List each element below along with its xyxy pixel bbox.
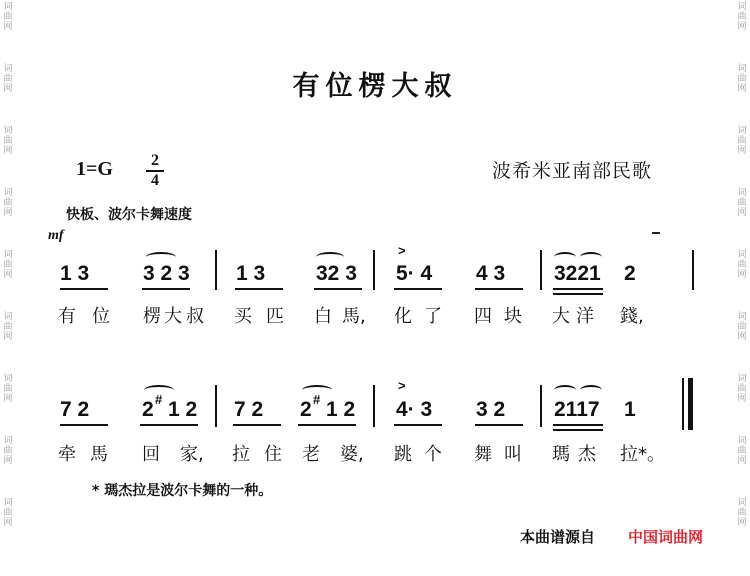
lyric: 老	[302, 444, 320, 465]
note-group: 7 2	[60, 398, 90, 421]
lyric: 大	[164, 306, 182, 327]
watermark-char: 词	[737, 64, 747, 74]
watermark-char: 曲	[3, 198, 13, 208]
watermark-char: 网	[3, 332, 13, 342]
time-signature	[146, 153, 164, 189]
time-signature-bottom: 4	[151, 172, 159, 189]
watermark-char: 词	[3, 64, 13, 74]
watermark-char: 网	[737, 146, 747, 156]
watermark-char: 网	[3, 518, 13, 528]
watermark-char: 词	[737, 498, 747, 508]
beam-line	[233, 424, 281, 426]
lyric: 婆,	[340, 444, 364, 465]
dash-mark	[652, 232, 660, 234]
watermark-char: 曲	[3, 74, 13, 84]
watermark-group	[737, 312, 746, 342]
note-group: 2	[300, 398, 312, 421]
beam-line	[553, 424, 603, 426]
watermark-char: 网	[737, 84, 747, 94]
watermark-char: 曲	[737, 12, 747, 22]
footnote: * 瑪杰拉是波尔卡舞的一种。	[92, 483, 273, 499]
barline	[692, 250, 694, 290]
watermark-char: 曲	[3, 136, 13, 146]
beam-line	[553, 293, 603, 295]
watermark-char: 曲	[3, 322, 13, 332]
watermark-char: 词	[3, 498, 13, 508]
barline	[373, 385, 375, 427]
beam-line	[140, 424, 198, 426]
watermark-char: 曲	[737, 260, 747, 270]
barline	[215, 385, 217, 427]
lyric: 住	[264, 444, 282, 465]
dynamic-marking: mf	[48, 228, 64, 243]
beam-line	[394, 424, 442, 426]
site-name-link[interactable]: 中国词曲网	[628, 528, 704, 546]
lyric: 馬,	[342, 306, 366, 327]
watermark-char: 词	[737, 188, 747, 198]
tie-arc	[146, 252, 176, 262]
watermark-char: 网	[3, 208, 13, 218]
beam-line	[553, 429, 603, 431]
watermark-group	[737, 436, 746, 466]
watermark-char: 曲	[3, 260, 13, 270]
lyric: 錢,	[620, 306, 644, 327]
lyric: 杰	[578, 444, 596, 465]
watermark-group	[3, 436, 12, 466]
barline	[215, 250, 217, 290]
lyric: 牵	[58, 444, 76, 465]
watermark-char: 网	[3, 84, 13, 94]
lyric: 叔	[186, 306, 204, 327]
watermark-group	[737, 250, 746, 280]
barline	[540, 250, 542, 290]
note-group: 1 2	[168, 398, 198, 421]
watermark-group	[737, 188, 746, 218]
watermark-char: 网	[3, 146, 13, 156]
lyric: 有	[58, 306, 76, 327]
note-group: 1	[624, 398, 636, 421]
watermark-char: 网	[737, 22, 747, 32]
watermark-char: 网	[737, 208, 747, 218]
lyric: 拉*。	[620, 444, 665, 465]
note-group: 1 3	[60, 262, 90, 285]
lyric: 位	[92, 306, 110, 327]
watermark-group	[737, 374, 746, 404]
tie-arc	[580, 252, 602, 262]
watermark-char: 词	[3, 2, 13, 12]
note-group: 3 2 3	[143, 262, 190, 285]
lyric: 舞	[474, 444, 492, 465]
watermark-char: 网	[737, 518, 747, 528]
beam-line	[235, 288, 283, 290]
watermark-group	[3, 126, 12, 156]
watermark-char: 曲	[3, 508, 13, 518]
watermark-char: 网	[737, 270, 747, 280]
lyric: 个	[424, 444, 442, 465]
beam-line	[298, 424, 356, 426]
tie-arc	[580, 385, 602, 395]
barline	[373, 250, 375, 290]
watermark-char: 词	[3, 374, 13, 384]
tie-arc	[554, 385, 576, 395]
lyric: 楞	[143, 306, 161, 327]
watermark-char: 曲	[737, 508, 747, 518]
barline	[540, 385, 542, 427]
lyric: 买	[234, 306, 252, 327]
beam-line	[60, 424, 108, 426]
watermark-char: 词	[737, 126, 747, 136]
watermark-char: 网	[3, 394, 13, 404]
lyric: 跳	[394, 444, 412, 465]
watermark-char: 词	[737, 436, 747, 446]
note-group: 4· 3	[396, 398, 433, 421]
watermark-char: 网	[3, 456, 13, 466]
watermark-char: 词	[737, 374, 747, 384]
lyric: 大	[552, 306, 570, 327]
watermark-char: 曲	[3, 12, 13, 22]
watermark-char: 词	[737, 2, 747, 12]
accent-mark: >	[398, 243, 406, 258]
note-group: 7 2	[234, 398, 264, 421]
tie-arc	[302, 385, 332, 395]
watermark-char: 词	[3, 436, 13, 446]
watermark-char: 网	[3, 22, 13, 32]
beam-line	[394, 288, 442, 290]
beam-line	[60, 288, 108, 290]
note-group: 2	[142, 398, 154, 421]
note-group: 2	[624, 262, 636, 285]
source-label: 本曲谱源自	[520, 528, 596, 546]
lyric: 家,	[180, 444, 204, 465]
note-group: 32 3	[316, 262, 357, 285]
lyric: 洋	[576, 306, 594, 327]
watermark-group	[737, 498, 746, 528]
final-barline-thick	[688, 378, 693, 430]
tie-arc	[554, 252, 576, 262]
beam-line	[475, 288, 523, 290]
watermark-char: 网	[737, 394, 747, 404]
lyric: 回	[142, 444, 160, 465]
final-barline-thin	[682, 378, 684, 430]
page-title: 有位楞大叔	[292, 71, 458, 102]
song-origin: 波希米亚南部民歌	[492, 160, 653, 182]
lyric: 化	[394, 306, 412, 327]
lyric: 匹	[266, 306, 284, 327]
lyric: 白	[314, 306, 332, 327]
note-group: 3221	[554, 262, 601, 285]
lyric: 馬	[90, 444, 108, 465]
tempo-marking: 快板、波尔卡舞速度	[66, 207, 192, 223]
watermark-char: 词	[3, 188, 13, 198]
watermark-group	[3, 188, 12, 218]
beam-line	[553, 288, 603, 290]
watermark-group	[737, 2, 746, 32]
note-group: 3 2	[476, 398, 506, 421]
beam-line	[142, 288, 190, 290]
lyric: 拉	[232, 444, 250, 465]
watermark-char: 曲	[737, 384, 747, 394]
watermark-char: 曲	[737, 198, 747, 208]
watermark-char: 词	[3, 312, 13, 322]
key-signature: 1=G	[76, 158, 113, 180]
watermark-group	[3, 498, 12, 528]
watermark-char: 词	[3, 126, 13, 136]
watermark-char: 词	[737, 312, 747, 322]
note-group: 4 3	[476, 262, 506, 285]
watermark-char: 曲	[737, 446, 747, 456]
lyric: 四	[474, 306, 492, 327]
watermark-char: 曲	[737, 322, 747, 332]
watermark-group	[3, 2, 12, 32]
watermark-char: 词	[737, 250, 747, 260]
beam-line	[475, 424, 523, 426]
watermark-group	[3, 250, 12, 280]
note-group: 5· 4	[396, 262, 433, 285]
note-group: 1 2	[326, 398, 356, 421]
lyric: 块	[504, 306, 522, 327]
watermark-char: 曲	[737, 74, 747, 84]
time-signature-top: 2	[151, 152, 159, 169]
lyric: 瑪	[552, 444, 570, 465]
tie-arc	[144, 385, 174, 395]
note-group: 2117	[554, 398, 600, 421]
watermark-char: 曲	[737, 136, 747, 146]
watermark-char: 词	[3, 250, 13, 260]
watermark-group	[737, 126, 746, 156]
sharp-sign: #	[313, 392, 321, 407]
watermark-char: 网	[3, 270, 13, 280]
watermark-char: 网	[737, 332, 747, 342]
sharp-sign: #	[155, 392, 163, 407]
tie-arc	[316, 252, 344, 262]
watermark-char: 曲	[3, 384, 13, 394]
lyric: 了	[424, 306, 442, 327]
watermark-group	[3, 312, 12, 342]
note-group: 1 3	[236, 262, 266, 285]
lyric: 叫	[504, 444, 522, 465]
watermark-char: 网	[737, 456, 747, 466]
watermark-group	[3, 374, 12, 404]
accent-mark: >	[398, 378, 406, 393]
beam-line	[314, 288, 362, 290]
watermark-char: 曲	[3, 446, 13, 456]
